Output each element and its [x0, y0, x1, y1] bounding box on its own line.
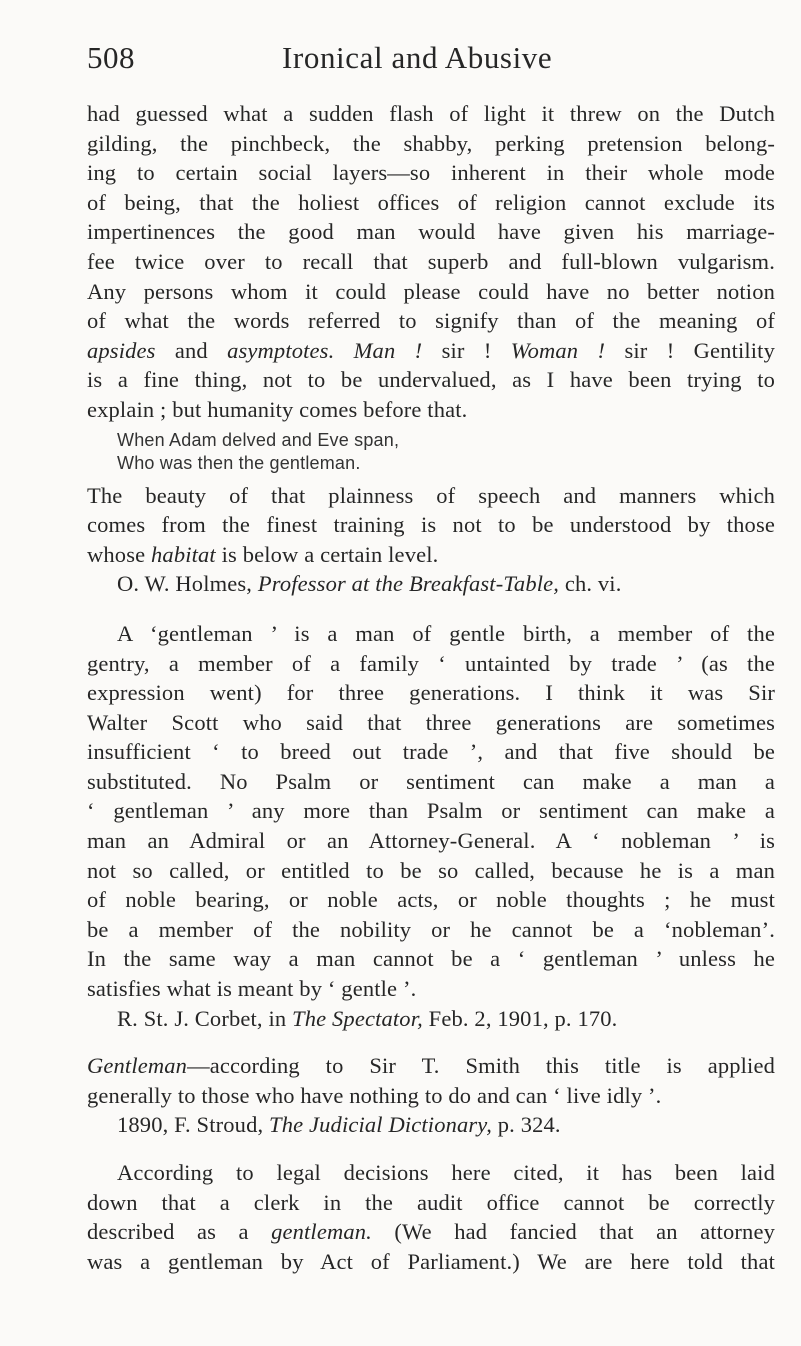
italic-term: habitat [151, 541, 216, 567]
text-fragment: whose [87, 541, 152, 567]
text-fragment: and [155, 337, 228, 363]
italic-term: asymptotes. [227, 337, 335, 363]
citation [87, 1110, 775, 1140]
text-line: fee twice over to recall that superb and full-blown vulgarism. [87, 248, 775, 274]
citation [87, 569, 775, 599]
text-line: comes from the finest training is not to be understood by those [87, 512, 775, 538]
quotation-corbet [87, 619, 775, 1033]
verse-quotation [87, 429, 775, 475]
text-line: of noble bearing, or noble acts, or noble thoughts ; he must [87, 887, 775, 913]
body-text [87, 99, 775, 1276]
text-line: impertinences the good man would have given his marriage- [87, 219, 775, 245]
italic-term: gentleman. [271, 1219, 372, 1245]
text-line: Any persons whom it could please could have no better notion [87, 278, 775, 304]
verse-line: Who was then the gentleman. [117, 452, 361, 473]
text-line: ing to certain social layers—so inherent in their whole mode [87, 160, 775, 186]
italic-term: apsides [87, 337, 156, 363]
text-line: had guessed what a sudden flash of light it threw on the Dutch [87, 101, 775, 126]
text-line: not so called, or entitled to be so called, because he is a man [87, 857, 775, 883]
text-line: of being, that the holiest offices of religion cannot exclude its [87, 189, 775, 215]
paragraph-gap [87, 1033, 775, 1051]
text-line: gentry, a member of a family ‘ untainted by trade ’ (as the [87, 650, 775, 676]
text-line: be a member of the nobility or he cannot be a ‘nobleman’. [87, 916, 775, 942]
text-line: gilding, the pinchbeck, the shabby, perking pretension belong- [87, 130, 775, 156]
text-fragment: described as a [87, 1219, 272, 1245]
citation-work: The Judicial Dictionary, [269, 1112, 492, 1138]
page-number: 508 [87, 40, 135, 75]
citation-location: p. 324. [491, 1112, 561, 1138]
italic-term: Gentleman [87, 1053, 188, 1079]
text-line: substituted. No Psalm or sentiment can make a man a [87, 768, 775, 794]
text-line: The beauty of that plainness of speech and manners which [87, 482, 775, 508]
citation-author: R. St. J. Corbet, in [117, 1005, 293, 1031]
text-line: According to legal decisions here cited, it has been laid [117, 1160, 775, 1185]
text-line: Walter Scott who said that three generations are sometimes [87, 709, 775, 735]
text-fragment [334, 338, 353, 363]
text-line: expression went) for three generations. I think it was Sir [87, 680, 775, 706]
text-line: A ‘gentleman ’ is a man of gentle birth, a member of the [117, 620, 775, 646]
text-line: insufficient ‘ to breed out trade ’, and that five should be [87, 739, 775, 765]
citation [87, 1004, 775, 1034]
running-head [87, 40, 777, 90]
text-fragment: (We had fancied that an attorney [371, 1219, 775, 1245]
text-line: is a fine thing, not to be undervalued, as I have been trying to [87, 367, 775, 393]
citation-location: Feb. 2, 1901, p. 170. [422, 1005, 618, 1031]
paragraph-gap [87, 599, 775, 619]
running-title: Ironical and Abusive [282, 40, 553, 75]
italic-term: Man ! [353, 337, 423, 363]
text-fragment: sir ! Gentility [605, 337, 775, 363]
text-line: down that a clerk in the audit office cannot be correctly [87, 1189, 775, 1215]
paragraph-gap [87, 1140, 775, 1158]
text-line: In the same way a man cannot be a ‘ gentleman ’ unless he [87, 946, 775, 972]
text-line [87, 540, 775, 570]
text-fragment: sir ! [422, 337, 511, 363]
text-line: of what the words referred to signify than of the meaning of [87, 308, 775, 334]
commentary-paragraph [87, 1158, 775, 1276]
text-line [87, 336, 775, 366]
citation-author: O. W. Holmes, [117, 571, 258, 597]
citation-author: 1890, F. Stroud, [117, 1112, 270, 1138]
text-line [87, 1217, 775, 1247]
text-line: satisfies what is meant by ‘ gentle ’. [87, 976, 417, 1002]
text-line: man an Admiral or an Attorney-General. A ‘ nobleman ’ is [87, 828, 775, 854]
paragraph-continuation [87, 99, 775, 425]
quotation-holmes [87, 481, 775, 599]
text-line: explain ; but humanity comes before that. [87, 396, 468, 422]
italic-term: Woman ! [510, 337, 606, 363]
text-line: ‘ gentleman ’ any more than Psalm or sentiment can make a [87, 798, 775, 824]
text-fragment: —according to Sir T. Smith this title is applied [187, 1053, 775, 1079]
citation-location: ch. vi. [559, 571, 622, 597]
citation-work: Professor at the Breakfast-Table, [257, 571, 560, 597]
quotation-stroud [87, 1051, 775, 1140]
text-line [87, 1051, 775, 1081]
text-line: generally to those who have nothing to do and can ‘ live idly ’. [87, 1082, 662, 1108]
text-line: was a gentleman by Act of Parliament.) We are here told that [87, 1248, 775, 1274]
verse-line: When Adam delved and Eve span, [117, 429, 400, 450]
text-fragment: is below a certain level. [215, 541, 439, 567]
citation-work: The Spectator, [292, 1005, 423, 1031]
